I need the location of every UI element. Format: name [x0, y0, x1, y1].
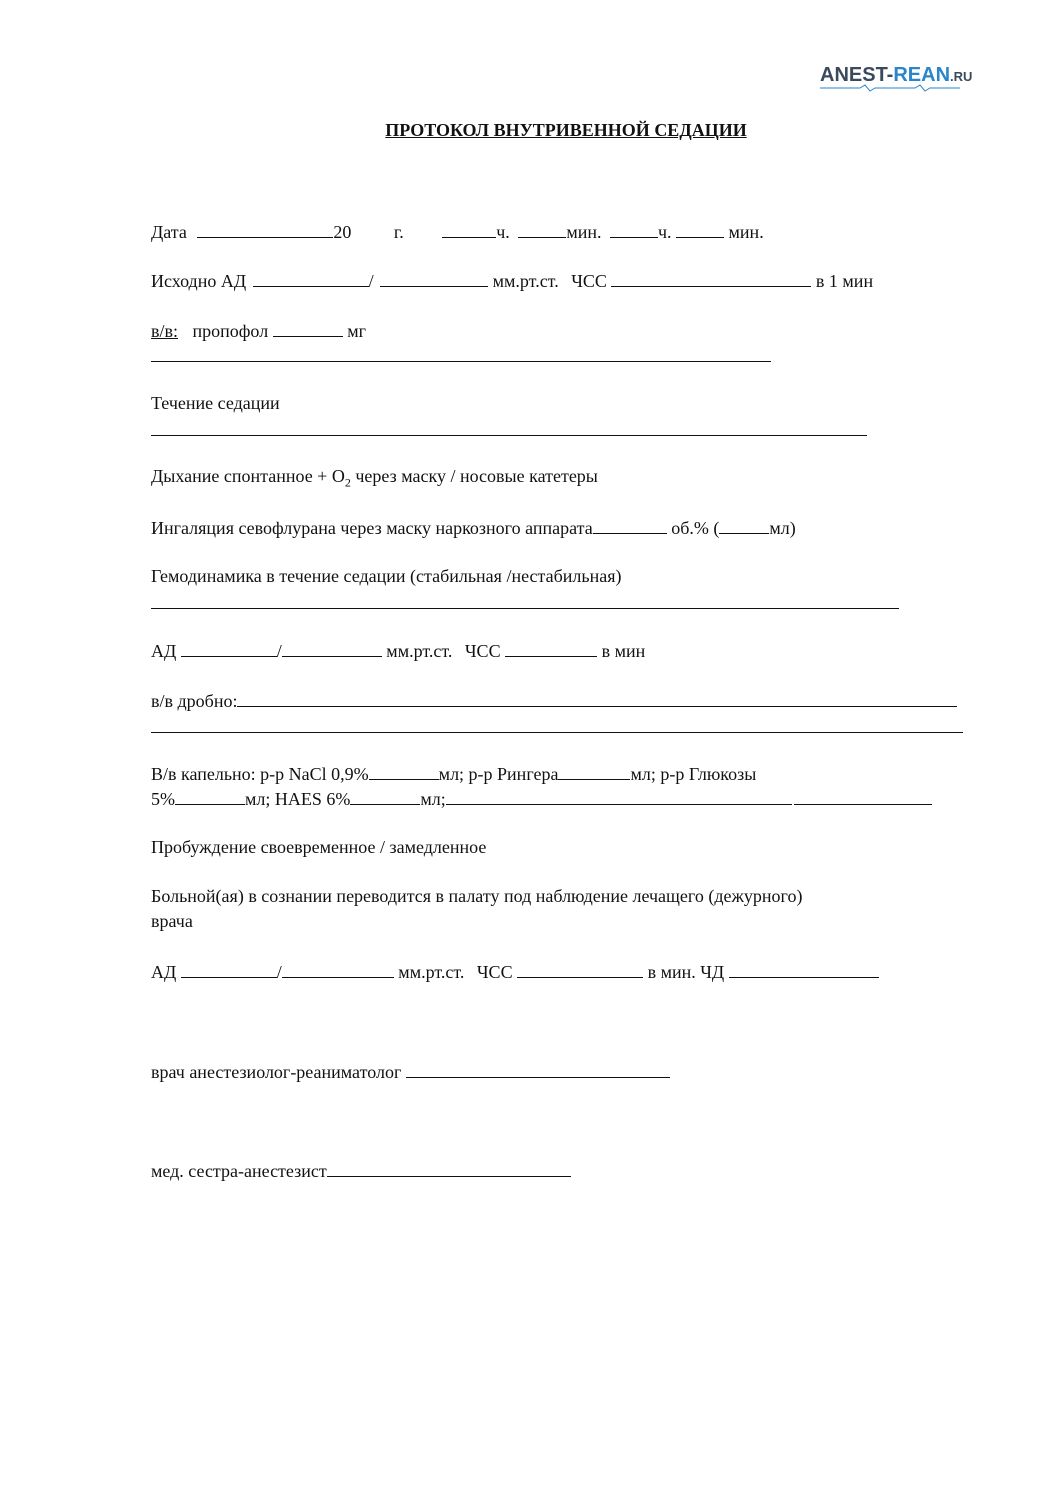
- initial-bp-systolic-blank[interactable]: [253, 268, 369, 287]
- end-minutes-label: мин.: [728, 222, 764, 242]
- drip-iv-row-2: [151, 786, 932, 811]
- anesthesiologist-signature-blank[interactable]: [406, 1059, 670, 1078]
- final-bp-unit: мм.рт.ст.: [398, 962, 465, 982]
- final-hr-blank[interactable]: [517, 959, 643, 978]
- initial-hr-unit: в 1 мин: [815, 271, 874, 291]
- initial-hr-label: ЧСС: [571, 271, 607, 291]
- initial-bp-diastolic-blank[interactable]: [380, 268, 488, 287]
- final-hr-unit: в мин. ЧД: [647, 962, 725, 982]
- end-hours-blank[interactable]: [610, 219, 658, 238]
- final-bp-diastolic-blank[interactable]: [282, 959, 394, 978]
- drip-glucose-blank[interactable]: [175, 786, 245, 805]
- start-minutes-label: мин.: [566, 222, 602, 242]
- final-bp-row: [151, 959, 879, 984]
- drip-extra-blank-1[interactable]: [446, 786, 792, 805]
- drip-ringer-label: мл; р-р Рингера: [438, 764, 559, 784]
- transfer-line-2: врача: [151, 911, 193, 931]
- site-logo: [820, 64, 990, 98]
- logo-part-rean: REAN: [893, 64, 951, 86]
- awakening-label: Пробуждение своевременное / замедленное: [151, 837, 487, 857]
- hemodynamics-label: Гемодинамика в течение седации (стабильная /нестабильная): [151, 566, 622, 586]
- final-hr-label: ЧСС: [476, 962, 513, 982]
- drip-nacl-label: В/в капельно: р-р NaCl 0,9%: [151, 764, 369, 784]
- drip-ringer-blank[interactable]: [558, 761, 630, 780]
- start-hours-blank[interactable]: [442, 219, 496, 238]
- breathing-text-after: через маску / носовые катетеры: [350, 466, 598, 486]
- hr-during-label: ЧСС: [464, 641, 501, 661]
- bp-during-diastolic-blank[interactable]: [282, 638, 382, 657]
- propofol-extra-line[interactable]: [151, 361, 771, 362]
- final-bp-slash: /: [276, 962, 282, 982]
- drip-nacl-blank[interactable]: [369, 761, 439, 780]
- document-title: ПРОТОКОЛ ВНУТРИВЕННОЙ СЕДАЦИИ: [385, 120, 747, 140]
- transfer-line-1: Больной(ая) в сознании переводится в палату под наблюдение лечащего (дежурного): [151, 886, 803, 906]
- sevoflurane-ml-blank[interactable]: [719, 515, 769, 534]
- end-hours-label: ч.: [657, 222, 672, 242]
- start-minutes-blank[interactable]: [518, 219, 566, 238]
- nurse-label: мед. сестра-анестезист: [151, 1161, 327, 1181]
- drip-iv-row-1: [151, 761, 756, 786]
- date-blank[interactable]: [197, 219, 333, 238]
- bp-during-systolic-blank[interactable]: [181, 638, 277, 657]
- oxygen-subscript: 2: [344, 475, 351, 490]
- nurse-signature-blank[interactable]: [327, 1158, 571, 1177]
- nurse-signature-row: [151, 1158, 571, 1183]
- fractional-iv-blank-2[interactable]: [691, 688, 957, 707]
- hr-during-unit: в мин: [601, 641, 646, 661]
- drip-haes-blank[interactable]: [350, 786, 420, 805]
- date-label: Дата: [151, 222, 187, 242]
- sedation-course-label: Течение седации: [151, 393, 280, 413]
- initial-bp-unit: мм.рт.ст.: [492, 271, 559, 291]
- logo-part-anest: ANEST-: [820, 64, 894, 86]
- breathing-text: Дыхание спонтанное + O: [151, 466, 345, 486]
- final-bp-systolic-blank[interactable]: [181, 959, 277, 978]
- hemodynamics-line[interactable]: [151, 608, 899, 609]
- drip-extra-blank-2[interactable]: [794, 786, 932, 805]
- fractional-iv-row: [151, 688, 957, 713]
- anesthesiologist-signature-row: [151, 1059, 670, 1084]
- propofol-row: [151, 318, 366, 343]
- sevoflurane-text: Ингаляция севофлурана через маску наркозного аппарата: [151, 518, 593, 538]
- final-bp-label: АД: [151, 962, 177, 982]
- fractional-iv-label: в/в дробно:: [151, 691, 238, 711]
- fractional-iv-line-2[interactable]: [151, 732, 963, 733]
- initial-bp-row: [151, 268, 873, 293]
- bp-during-slash: /: [276, 641, 282, 661]
- bp-during-row: [151, 638, 645, 663]
- year-suffix: г.: [393, 222, 404, 242]
- initial-bp-label: Исходно АД: [151, 271, 247, 291]
- bp-during-unit: мм.рт.ст.: [386, 641, 453, 661]
- sevoflurane-row: [151, 515, 796, 540]
- logo-ecg-icon: [820, 84, 960, 92]
- drip-glucose-percent: 5%: [151, 789, 175, 809]
- route-label: в/в:: [151, 321, 178, 341]
- drip-haes-unit: мл;: [420, 789, 446, 809]
- initial-hr-blank[interactable]: [611, 268, 811, 287]
- fractional-iv-blank-1[interactable]: [237, 688, 691, 707]
- sevoflurane-percent-blank[interactable]: [593, 515, 667, 534]
- date-time-row: [151, 219, 764, 244]
- drip-glucose-label: мл; р-р Глюкозы: [630, 764, 757, 784]
- year-prefix: 20: [333, 222, 352, 242]
- propofol-dose-blank[interactable]: [273, 318, 343, 337]
- end-minutes-blank[interactable]: [676, 219, 724, 238]
- start-hours-label: ч.: [496, 222, 510, 242]
- bp-during-label: АД: [151, 641, 177, 661]
- sevoflurane-ml-unit: мл): [769, 518, 796, 538]
- sevoflurane-unit: об.% (: [671, 518, 720, 538]
- propofol-unit: мг: [347, 321, 366, 341]
- sedation-course-line[interactable]: [151, 435, 867, 436]
- initial-bp-slash: /: [368, 271, 374, 291]
- hr-during-blank[interactable]: [505, 638, 597, 657]
- drip-haes-label: мл; HAES 6%: [245, 789, 351, 809]
- final-rr-blank[interactable]: [729, 959, 879, 978]
- propofol-label: пропофол: [192, 321, 269, 341]
- anesthesiologist-label: врач анестезиолог-реаниматолог: [151, 1062, 402, 1082]
- breathing-row: [151, 464, 598, 495]
- logo-part-ru: .RU: [950, 69, 973, 84]
